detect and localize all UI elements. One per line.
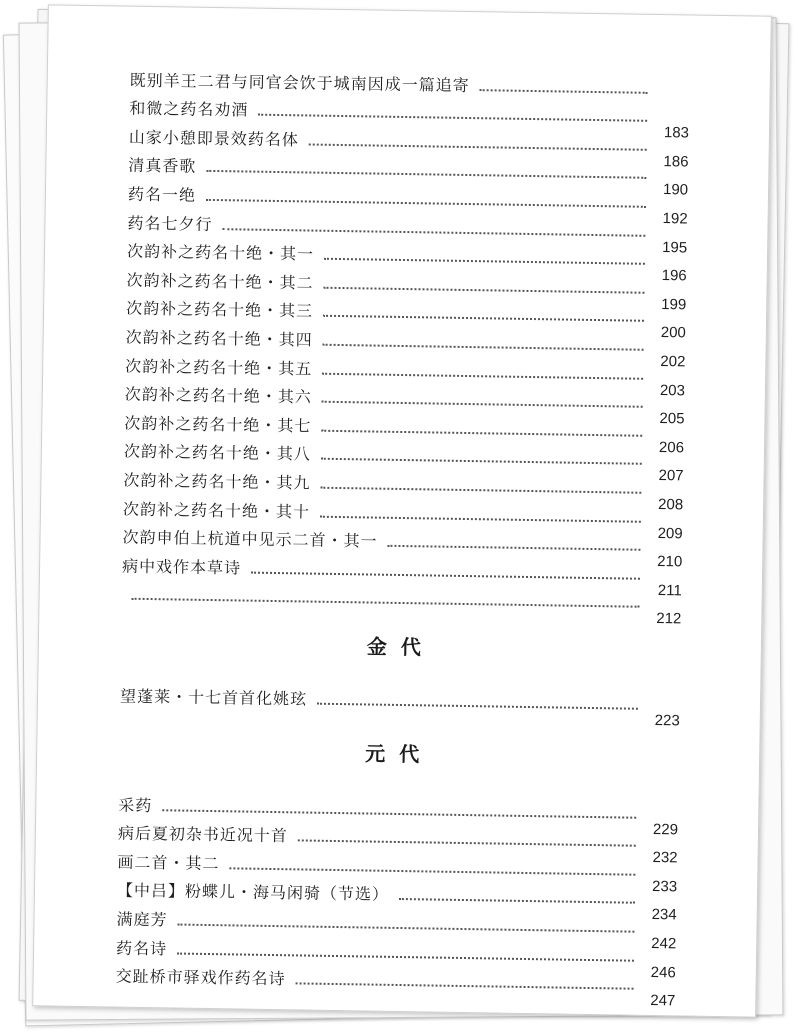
- toc-entry-title: 交趾桥市驿戏作药名诗: [115, 966, 286, 989]
- toc-entry-page-number: 246: [650, 963, 676, 981]
- leader-dots: [251, 571, 640, 579]
- leader-dots: [296, 983, 634, 990]
- yuan-entries: [115, 787, 679, 1010]
- leader-dots: [323, 315, 644, 322]
- leader-dots: [323, 344, 644, 351]
- toc-entry-page-number: 199: [661, 295, 687, 314]
- toc-page: [32, 4, 772, 1017]
- toc-entry-title: 病后夏初杂书近况十首: [117, 823, 289, 846]
- toc-entry-page-number: 208: [657, 495, 684, 514]
- toc-entry-page-number: 192: [662, 210, 688, 228]
- leader-dots: [322, 401, 643, 408]
- toc-entry-page-number: 190: [662, 181, 689, 199]
- song-entries: [121, 62, 690, 628]
- toc-entry-title: 【中吕】粉蝶儿・海马闲骑（节选）: [116, 880, 390, 905]
- leader-dots: [387, 545, 640, 551]
- toc-entry-page-number: 209: [657, 524, 683, 542]
- toc-entry-page-number: 242: [651, 934, 677, 953]
- leader-dots: [324, 286, 645, 293]
- toc-entry-page-number: 195: [662, 238, 688, 257]
- toc-entry-title: 清真香歌: [128, 156, 197, 177]
- toc-entry-page-number: 233: [651, 877, 678, 896]
- jin-entries: [119, 678, 680, 729]
- section-heading-yuan: 元代: [364, 741, 434, 767]
- leader-dots: [322, 372, 643, 379]
- toc-entry-title: 采药: [118, 795, 153, 815]
- toc-list: [115, 62, 690, 1010]
- toc-entry-page-number: 223: [654, 711, 680, 729]
- toc-entry-title: 满庭芳: [116, 909, 168, 930]
- toc-entry-title: 和微之药名劝酒: [129, 98, 249, 120]
- toc-entry-title: 望蓬莱・十七首首化姚玹: [119, 686, 308, 709]
- toc-entry-title: 既别羊王二君与同官会饮于城南因成一篇追寄: [129, 70, 470, 95]
- leader-dots: [324, 258, 645, 265]
- toc-entry-title: 药名诗: [115, 938, 168, 958]
- leader-dots: [317, 702, 638, 709]
- toc-entry-page-number: 203: [659, 381, 686, 399]
- toc-entry-title: 画二首・其二: [117, 852, 220, 873]
- leader-dots: [298, 840, 636, 847]
- toc-entry-page-number: 229: [652, 820, 679, 838]
- toc-entry-page-number: 200: [660, 324, 686, 342]
- leader-dots: [320, 487, 641, 494]
- toc-entry-page-number: 234: [651, 906, 677, 924]
- toc-entry-title: 病中戏作本草诗: [121, 556, 242, 578]
- toc-entry-title: 次韵补之药名十绝・其五: [125, 356, 313, 379]
- leader-dots: [321, 458, 642, 465]
- leader-dots: [309, 143, 647, 150]
- toc-entry-page-number: 205: [659, 410, 685, 428]
- toc-entry-title: 次韵补之药名十绝・其四: [125, 327, 313, 350]
- leader-dots: [258, 114, 647, 122]
- leader-dots: [320, 515, 641, 522]
- toc-entry-page-number: 212: [656, 610, 682, 628]
- toc-entry-page-number: 207: [658, 467, 684, 485]
- toc-entry-page-number: 206: [658, 438, 685, 457]
- toc-entry-page-number: 232: [652, 849, 678, 867]
- toc-entry[interactable]: [119, 678, 680, 729]
- toc-entry-page-number: 186: [663, 152, 689, 171]
- toc-entry-page-number: 183: [663, 124, 690, 142]
- toc-entry-page-number: 210: [657, 553, 683, 571]
- toc-entry-title: 药名七夕行: [127, 213, 213, 234]
- toc-entry-title: 次韵补之药名十绝・其一: [126, 241, 315, 264]
- toc-entry-title: 次韵补之药名十绝・其九: [123, 470, 311, 493]
- leader-dots: [321, 429, 642, 436]
- toc-entry-page-number: 202: [660, 352, 686, 371]
- toc-entry-title: 次韵补之药名十绝・其七: [124, 413, 312, 436]
- toc-entry-title: 药名一绝: [127, 184, 197, 205]
- toc-entry-title: 次韵补之药名十绝・其六: [124, 384, 312, 407]
- leader-dots: [132, 598, 640, 608]
- toc-entry-title: 次韵补之药名十绝・其二: [126, 270, 314, 293]
- leader-dots: [399, 898, 635, 904]
- toc-entry-page-number: 247: [650, 992, 676, 1010]
- toc-entry-page-number: 196: [661, 267, 687, 285]
- section-heading-jin: 金代: [366, 634, 436, 660]
- toc-entry-title: 次韵申伯上杭道中见示二首・其一: [122, 527, 378, 551]
- toc-entry-title: 山家小憩即景效药名体: [128, 127, 299, 150]
- toc-entry-title: 次韵补之药名十绝・其三: [125, 298, 314, 321]
- leader-dots: [480, 89, 648, 94]
- toc-entry-page-number: 211: [657, 581, 682, 600]
- toc-entry-title: 次韵补之药名十绝・其十: [122, 499, 311, 522]
- toc-entry-title: 次韵补之药名十绝・其八: [123, 441, 312, 464]
